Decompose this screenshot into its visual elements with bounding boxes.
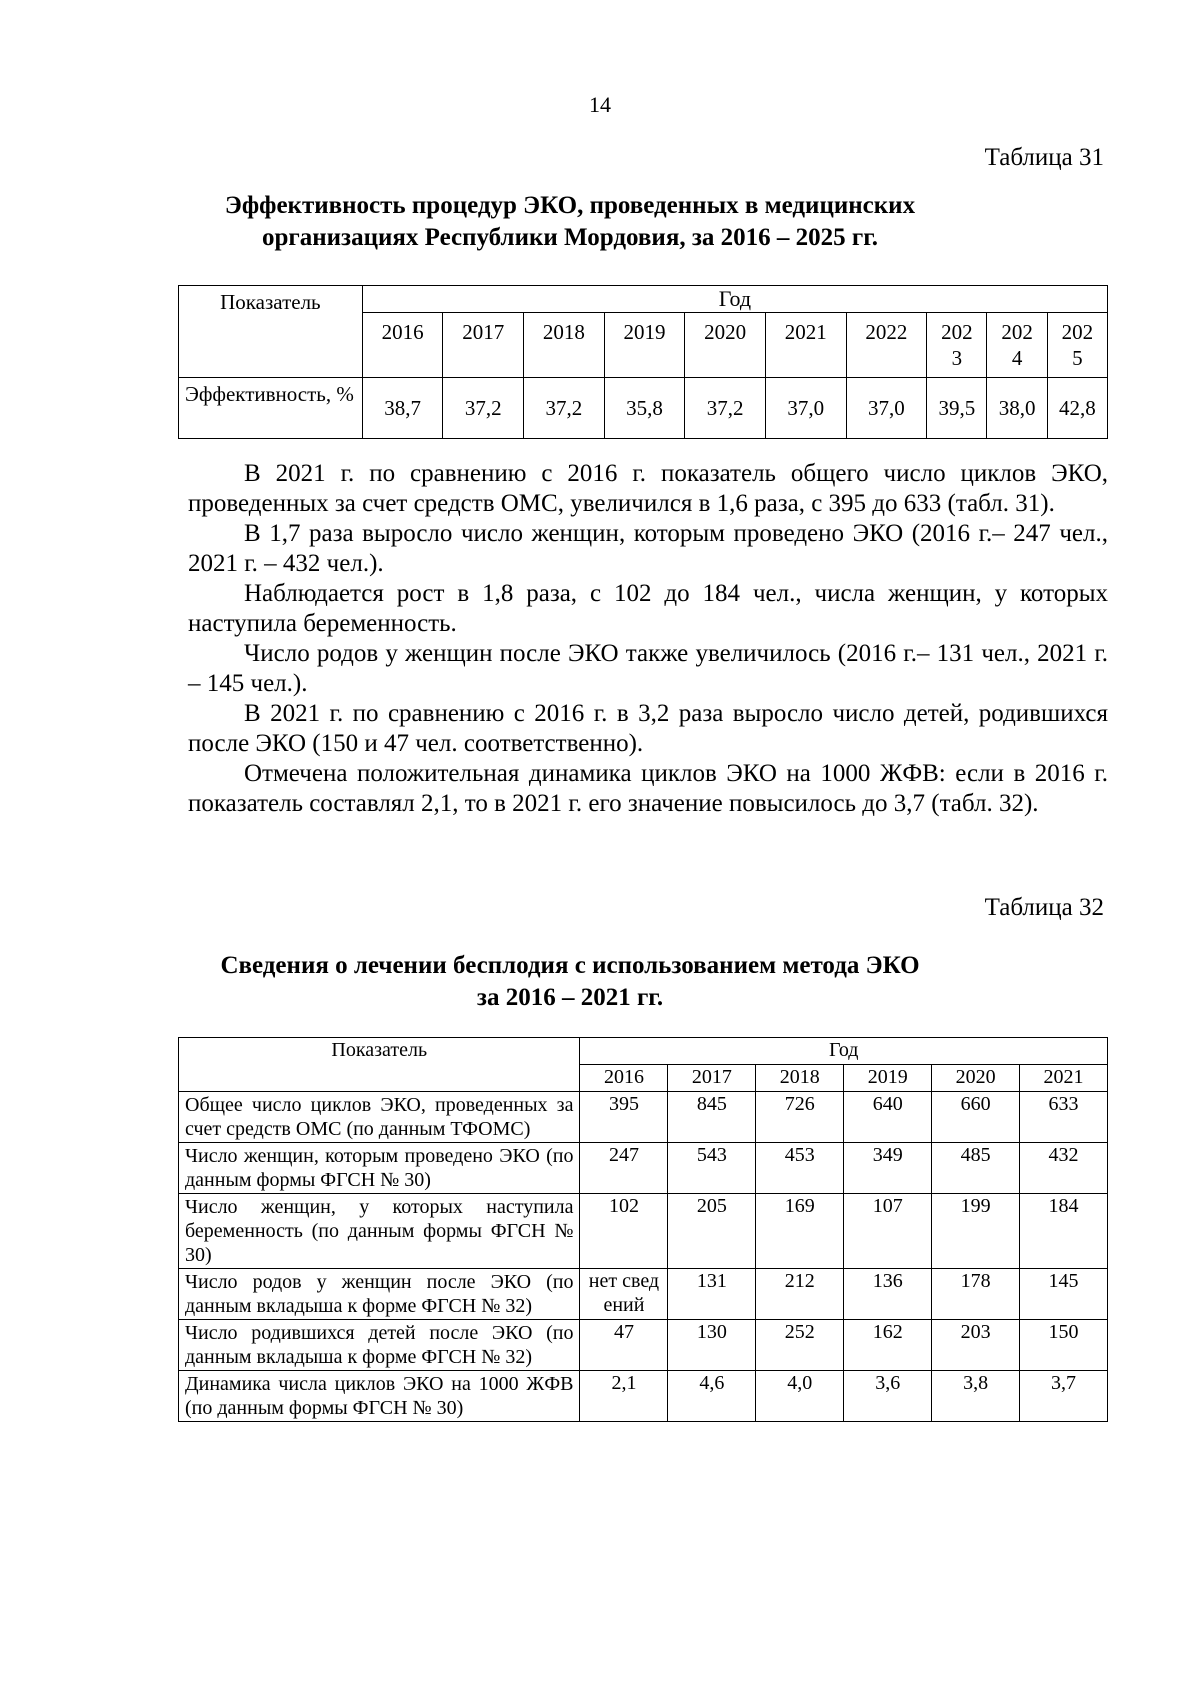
table-32-value: 3,7 (1020, 1371, 1108, 1422)
table-31-year: 2019 (604, 313, 685, 378)
table-31-year (1047, 313, 1107, 378)
table-32-row-label: Число женщин, у которых наступила беременность (по данным формы ФГСН № 30) (179, 1194, 580, 1269)
table-31-value: 35,8 (604, 378, 685, 439)
table-row (179, 1194, 1108, 1269)
table-31-value: 38,7 (362, 378, 443, 439)
table-32-year: 2020 (932, 1065, 1020, 1092)
table-32-value: 633 (1020, 1092, 1108, 1143)
table-31-year (927, 313, 987, 378)
table-31-year-text: 2025 (1061, 320, 1094, 370)
table-32-value: 640 (844, 1092, 932, 1143)
table-31-year: 2016 (362, 313, 443, 378)
table-31-title (120, 190, 1020, 254)
table-31-value: 37,2 (685, 378, 766, 439)
table-32-value: 660 (932, 1092, 1020, 1143)
paragraph: В 2021 г. по сравнению с 2016 г. показатель общего число циклов ЭКО, проведенных за счет средств ОМС, увеличился в 1,6 раза, с 395 до 633 (табл. 31). (188, 460, 1108, 517)
table-32-caption: Таблица 32 (984, 894, 1104, 921)
table-32-value: 199 (932, 1194, 1020, 1269)
table-32-title-line-1: Сведения о лечении бесплодия с использованием метода ЭКО (220, 952, 920, 979)
ivf-treatment-table (178, 1037, 1108, 1422)
table-32-value: 136 (844, 1269, 932, 1320)
table-32-row-label: Число родов у женщин после ЭКО (по данным вкладыша к форме ФГСН № 32) (179, 1269, 580, 1320)
efficiency-table (178, 285, 1108, 439)
table-31-row-label: Эффективность, % (179, 378, 363, 439)
table-31-caption: Таблица 31 (984, 144, 1104, 171)
table-32-value: 47 (580, 1320, 668, 1371)
table-32-year: 2021 (1020, 1065, 1108, 1092)
table-31-value: 39,5 (927, 378, 987, 439)
table-31-year: 2020 (685, 313, 766, 378)
table-31-value: 37,0 (846, 378, 927, 439)
paragraph: Число родов у женщин после ЭКО также увеличилось (2016 г.– 131 чел., 2021 г. – 145 чел.). (188, 640, 1108, 697)
page-number: 14 (589, 92, 611, 117)
table-31-title-line-2: организациях Республики Мордовия, за 2016 – 2025 гг. (261, 224, 879, 251)
table-31-header-indicator: Показатель (179, 286, 363, 378)
table-row (179, 1143, 1108, 1194)
table-31-year (987, 313, 1047, 378)
table-32-year: 2018 (756, 1065, 844, 1092)
table-row (179, 1320, 1108, 1371)
table-32-value (580, 1269, 668, 1320)
table-32-year: 2016 (580, 1065, 668, 1092)
table-32-value: 184 (1020, 1194, 1108, 1269)
table-32-title (120, 950, 1020, 1014)
table-32-value: 145 (1020, 1269, 1108, 1320)
table-32-value: 3,6 (844, 1371, 932, 1422)
table-32-value: 150 (1020, 1320, 1108, 1371)
table-32-value: 726 (756, 1092, 844, 1143)
table-32-value: 162 (844, 1320, 932, 1371)
table-32-value: 845 (668, 1092, 756, 1143)
table-32-value: 485 (932, 1143, 1020, 1194)
table-32-header-indicator: Показатель (179, 1038, 580, 1092)
table-32-value: 212 (756, 1269, 844, 1320)
table-32-title-line-2: за 2016 – 2021 гг. (476, 984, 664, 1011)
table-31-value: 37,0 (765, 378, 846, 439)
table-32-value-text: нет сведений (588, 1270, 660, 1316)
table-32-value: 432 (1020, 1143, 1108, 1194)
table-32-header-year: Год (580, 1038, 1108, 1065)
table-31-value: 37,2 (443, 378, 524, 439)
table-row (179, 1371, 1108, 1422)
table-32-value: 131 (668, 1269, 756, 1320)
table-32-value: 203 (932, 1320, 1020, 1371)
table-32-value: 4,0 (756, 1371, 844, 1422)
table-31-year: 2021 (765, 313, 846, 378)
paragraph: Наблюдается рост в 1,8 раза, с 102 до 184 чел., числа женщин, у которых наступила беременность. (188, 580, 1108, 637)
table-32-row-label: Общее число циклов ЭКО, проведенных за счет средств ОМС (по данным ТФОМС) (179, 1092, 580, 1143)
table-31-value: 42,8 (1047, 378, 1107, 439)
table-31-year: 2018 (524, 313, 605, 378)
table-32-value: 178 (932, 1269, 1020, 1320)
table-32-value: 205 (668, 1194, 756, 1269)
table-32-row-label: Число родившихся детей после ЭКО (по данным вкладыша к форме ФГСН № 32) (179, 1320, 580, 1371)
table-32-value: 4,6 (668, 1371, 756, 1422)
table-31-year-text: 2024 (1001, 320, 1033, 370)
table-32-value: 130 (668, 1320, 756, 1371)
table-31-year: 2017 (443, 313, 524, 378)
table-32-value: 107 (844, 1194, 932, 1269)
table-32-value: 453 (756, 1143, 844, 1194)
table-31-value: 37,2 (524, 378, 605, 439)
table-row (179, 1092, 1108, 1143)
paragraph: Отмечена положительная динамика циклов ЭКО на 1000 ЖФВ: если в 2016 г. показатель составлял 2,1, то в 2021 г. его значение повысилось до 3,7 (табл. 32). (188, 760, 1108, 817)
table-32-value: 543 (668, 1143, 756, 1194)
table-32-value: 247 (580, 1143, 668, 1194)
table-32-row-label: Динамика числа циклов ЭКО на 1000 ЖФВ (по данным формы ФГСН № 30) (179, 1371, 580, 1422)
body-text (188, 459, 1108, 819)
table-31-year-text: 2023 (941, 320, 973, 370)
table-32-value: 102 (580, 1194, 668, 1269)
table-32-value: 169 (756, 1194, 844, 1269)
table-31-header-year: Год (362, 286, 1107, 313)
table-32-row-label: Число женщин, которым проведено ЭКО (по данным формы ФГСН № 30) (179, 1143, 580, 1194)
table-32-year: 2019 (844, 1065, 932, 1092)
table-row (179, 1269, 1108, 1320)
table-31-value: 38,0 (987, 378, 1047, 439)
table-32-year: 2017 (668, 1065, 756, 1092)
table-31-year: 2022 (846, 313, 927, 378)
table-32-value: 2,1 (580, 1371, 668, 1422)
table-32-value: 3,8 (932, 1371, 1020, 1422)
table-31-title-line-1: Эффективность процедур ЭКО, проведенных в медицинских (224, 192, 916, 219)
paragraph: В 1,7 раза выросло число женщин, которым проведено ЭКО (2016 г.– 247 чел., 2021 г. – 432 чел.). (188, 520, 1108, 577)
table-32-value: 252 (756, 1320, 844, 1371)
table-32-value: 349 (844, 1143, 932, 1194)
table-32-value: 395 (580, 1092, 668, 1143)
paragraph: В 2021 г. по сравнению с 2016 г. в 3,2 раза выросло число детей, родившихся после ЭКО (150 и 47 чел. соответственно). (188, 700, 1108, 757)
